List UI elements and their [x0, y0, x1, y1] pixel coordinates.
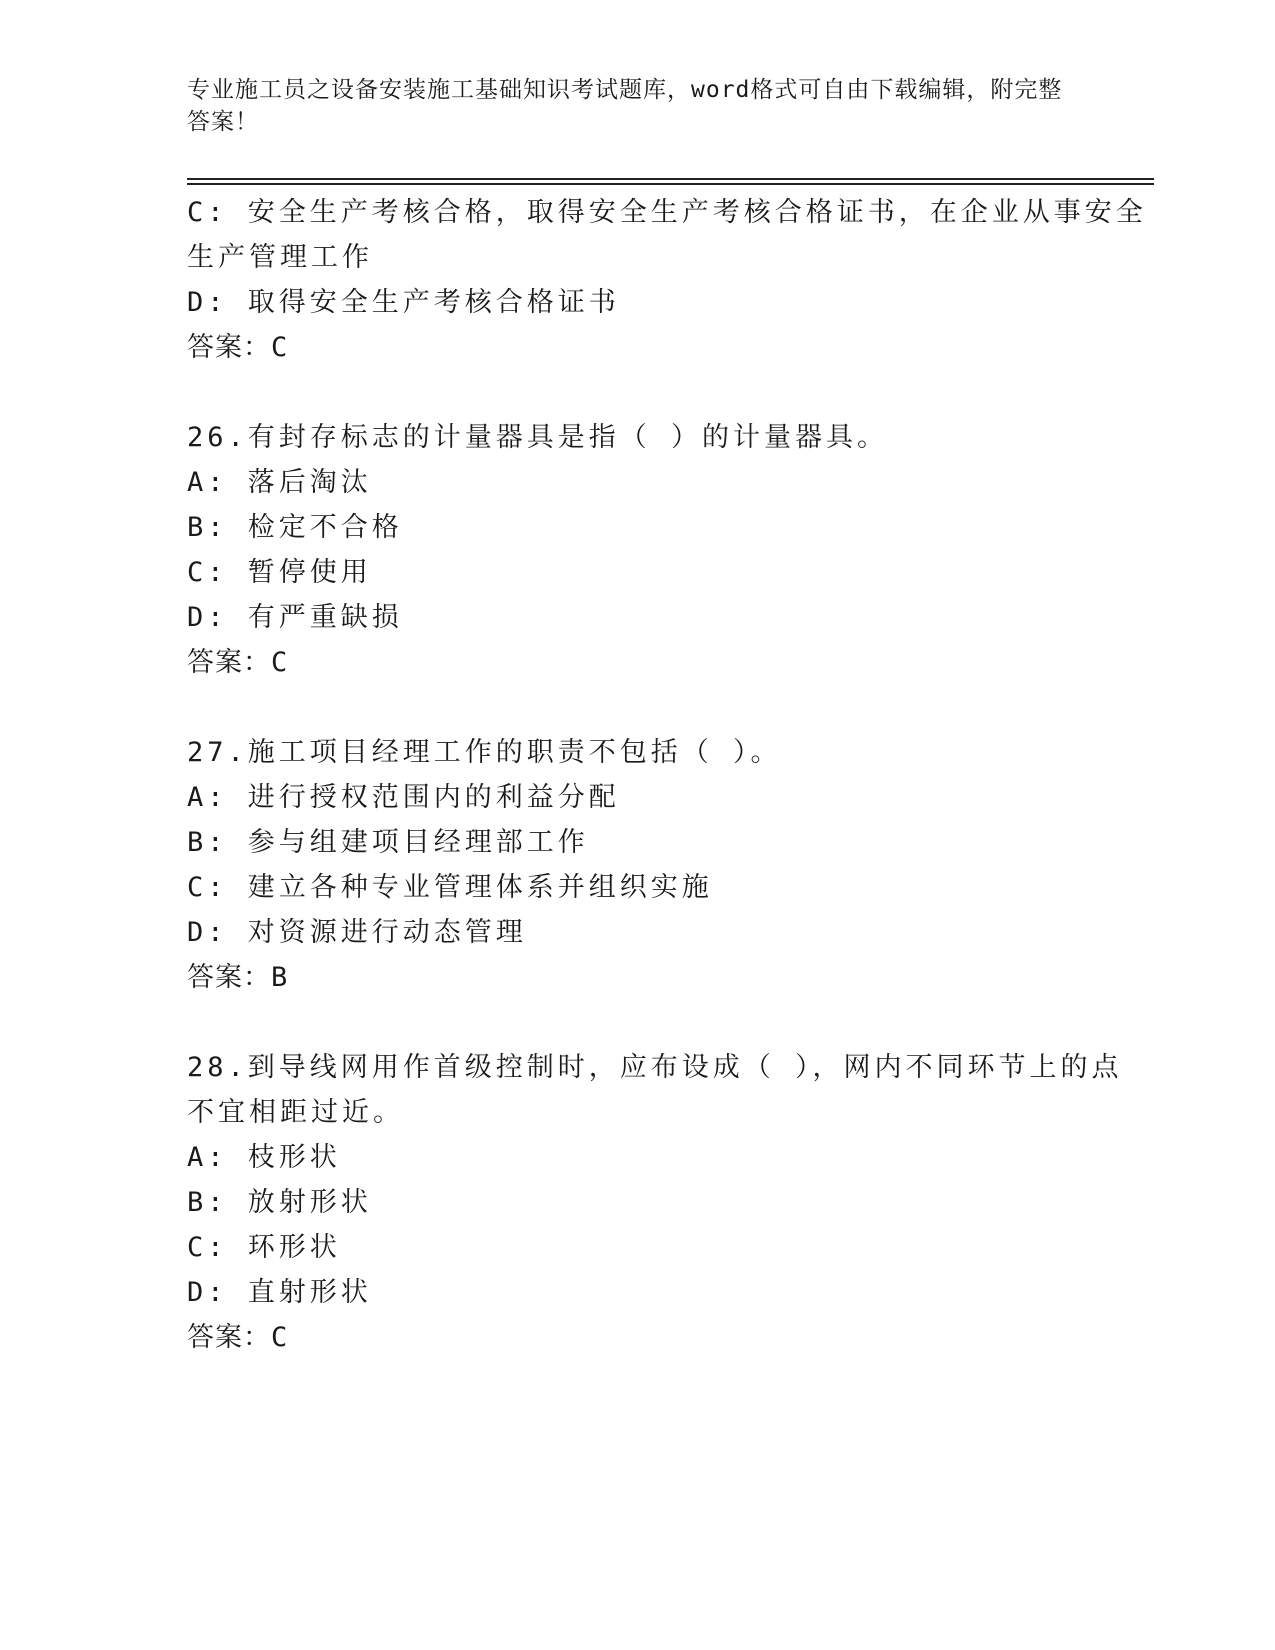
header-rule-top	[187, 178, 1154, 180]
option-c: C: 建立各种专业管理体系并组织实施	[187, 872, 713, 903]
question-block	[187, 190, 1147, 370]
answer: 答案：C	[187, 1322, 289, 1353]
option-d: D: 对资源进行动态管理	[187, 917, 527, 948]
option-a: A: 枝形状	[187, 1142, 341, 1173]
option-c-line-2: 生产管理工作	[187, 242, 373, 273]
question-stem-line-2: 不宜相距过近。	[187, 1097, 404, 1128]
question-block	[187, 415, 1087, 685]
header-rule-bottom	[187, 183, 1154, 185]
option-c-line-1: C: 安全生产考核合格，取得安全生产考核合格证书，在企业从事安全	[187, 197, 1147, 228]
option-d: D: 直射形状	[187, 1277, 372, 1308]
answer: 答案：C	[187, 332, 289, 363]
question-stem: 26.有封存标志的计量器具是指（ ）的计量器具。	[187, 422, 889, 453]
question-block	[187, 1045, 1123, 1360]
answer: 答案：C	[187, 647, 289, 678]
option-d: D: 取得安全生产考核合格证书	[187, 287, 620, 318]
option-a: A: 进行授权范围内的利益分配	[187, 782, 620, 813]
question-stem-line-1: 28.到导线网用作首级控制时，应布设成（ ），网内不同环节上的点	[187, 1052, 1123, 1083]
option-b: B: 参与组建项目经理部工作	[187, 827, 589, 858]
question-block	[187, 730, 1087, 1000]
answer: 答案：B	[187, 962, 289, 993]
option-c: C: 环形状	[187, 1232, 341, 1263]
document-header: 专业施工员之设备安装施工基础知识考试题库，word格式可自由下载编辑，附完整答案！	[187, 77, 1063, 135]
question-stem: 27.施工项目经理工作的职责不包括（ ）。	[187, 737, 782, 768]
option-c: C: 暂停使用	[187, 557, 372, 588]
option-b: B: 检定不合格	[187, 512, 403, 543]
option-a: A: 落后淘汰	[187, 467, 372, 498]
option-d: D: 有严重缺损	[187, 602, 403, 633]
option-b: B: 放射形状	[187, 1187, 372, 1218]
question-list	[187, 190, 1147, 1405]
